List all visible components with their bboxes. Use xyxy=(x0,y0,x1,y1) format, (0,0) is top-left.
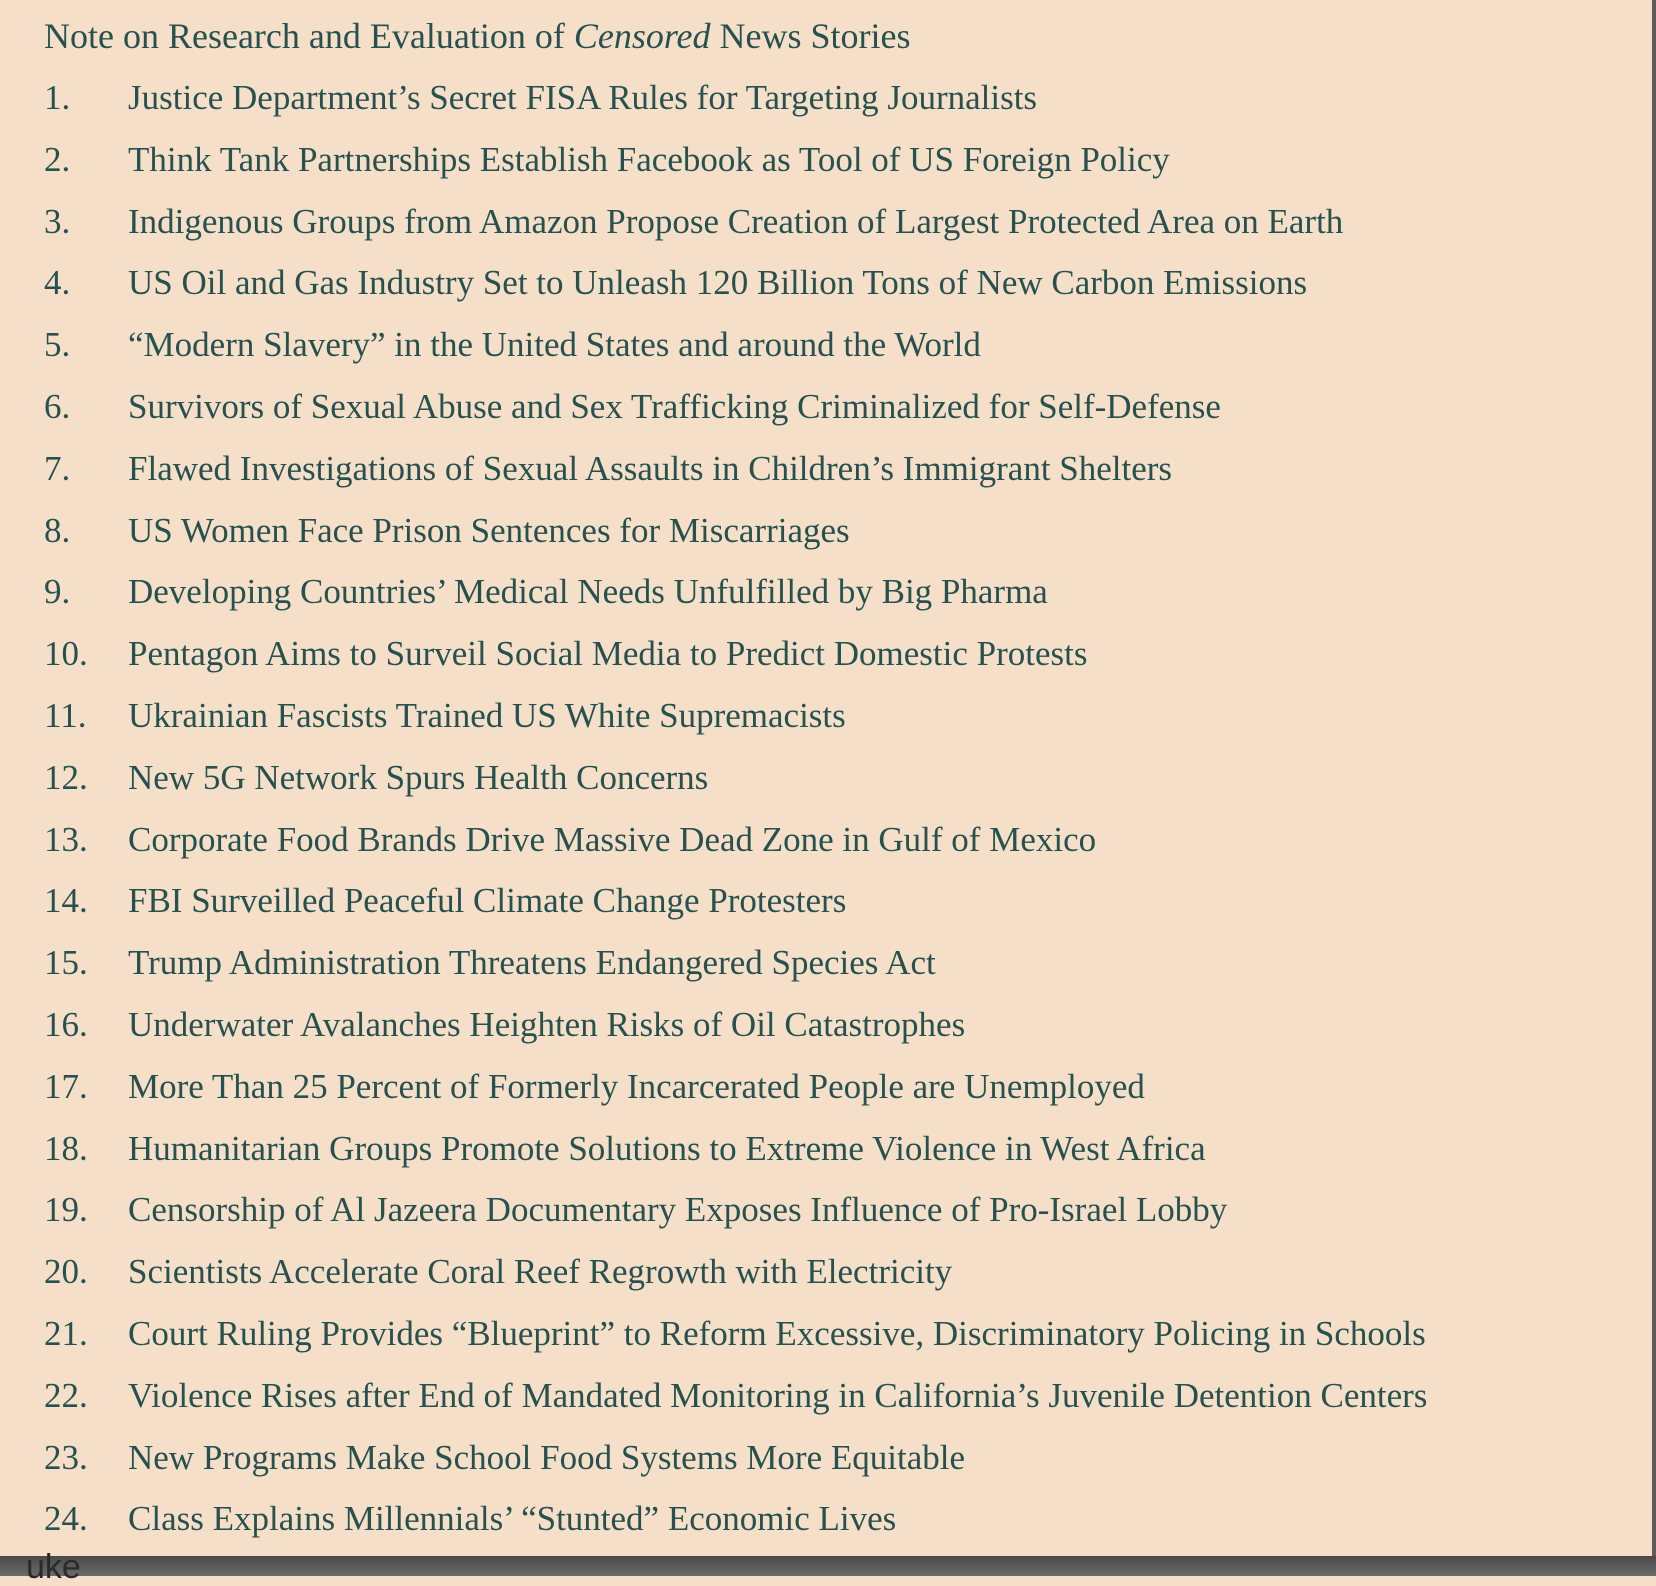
toc-entry[interactable] xyxy=(44,449,1652,511)
background-window-text: uke xyxy=(26,1548,81,1586)
page-title xyxy=(44,16,1652,56)
toc-entry[interactable] xyxy=(44,140,1652,202)
toc-entry-title[interactable]: Corporate Food Brands Drive Massive Dead Zone in Gulf of Mexico xyxy=(128,819,1097,859)
toc-entry[interactable] xyxy=(44,943,1652,1005)
toc-entry-number: 21. xyxy=(44,1313,88,1353)
toc-entry-title[interactable]: Ukrainian Fascists Trained US White Supremacists xyxy=(128,695,846,735)
title-suffix: News Stories xyxy=(710,16,911,56)
toc-entry[interactable] xyxy=(44,820,1652,882)
window-edge-shadow-bottom xyxy=(0,1556,1656,1576)
toc-entry[interactable] xyxy=(44,1067,1652,1129)
toc-entry-number: 19. xyxy=(44,1190,88,1230)
toc-entry-number: 20. xyxy=(44,1252,88,1292)
toc-entry-number: 12. xyxy=(44,757,88,797)
toc-entry-number: 5. xyxy=(44,325,71,365)
title-italic-word: Censored xyxy=(573,16,711,56)
toc-entry-number: 2. xyxy=(44,139,71,179)
toc-entry[interactable] xyxy=(44,881,1652,943)
toc-entry-title[interactable]: US Women Face Prison Sentences for Miscarriages xyxy=(128,510,850,550)
toc-entry[interactable] xyxy=(44,1314,1652,1376)
toc-entry-title[interactable]: Pentagon Aims to Surveil Social Media to Predict Domestic Protests xyxy=(128,634,1088,674)
toc-entry-number: 15. xyxy=(44,943,88,983)
toc-entry[interactable] xyxy=(44,1252,1652,1314)
toc-entry[interactable] xyxy=(44,387,1652,449)
toc-entry[interactable] xyxy=(44,1005,1652,1067)
toc-entry-number: 11. xyxy=(44,695,87,735)
toc-entry[interactable] xyxy=(44,1376,1652,1438)
toc-entry-title[interactable]: Violence Rises after End of Mandated Monitoring in California’s Juvenile Detention Centers xyxy=(128,1375,1428,1415)
toc-entry-title[interactable]: Developing Countries’ Medical Needs Unfulfilled by Big Pharma xyxy=(128,572,1048,612)
toc-entry-title[interactable]: Censorship of Al Jazeera Documentary Exposes Influence of Pro-Israel Lobby xyxy=(128,1190,1228,1230)
toc-entry-title[interactable]: Humanitarian Groups Promote Solutions to Extreme Violence in West Africa xyxy=(128,1128,1206,1168)
toc-entry-number: 3. xyxy=(44,201,71,241)
toc-entry-number: 16. xyxy=(44,1004,88,1044)
toc-entry[interactable] xyxy=(44,263,1652,325)
toc-entry-number: 4. xyxy=(44,263,71,303)
toc-entry-title[interactable]: Class Explains Millennials’ “Stunted” Economic Lives xyxy=(128,1499,897,1539)
toc-entry[interactable] xyxy=(44,78,1652,140)
toc-entry-number: 22. xyxy=(44,1375,88,1415)
toc-entry[interactable] xyxy=(44,1438,1652,1500)
toc-entry[interactable] xyxy=(44,1190,1652,1252)
toc-entry[interactable] xyxy=(44,758,1652,820)
toc-entry[interactable] xyxy=(44,572,1652,634)
toc-entry-number: 24. xyxy=(44,1499,88,1539)
toc-entry-title[interactable]: Court Ruling Provides “Blueprint” to Reform Excessive, Discriminatory Policing in Schools xyxy=(128,1313,1426,1353)
toc-entry[interactable] xyxy=(44,696,1652,758)
toc-entry[interactable] xyxy=(44,1129,1652,1191)
toc-entry-title[interactable]: Flawed Investigations of Sexual Assaults in Children’s Immigrant Shelters xyxy=(128,448,1173,488)
toc-entry-title[interactable]: Justice Department’s Secret FISA Rules for Targeting Journalists xyxy=(128,78,1038,117)
toc-entry[interactable] xyxy=(44,634,1652,696)
toc-entry-number: 6. xyxy=(44,386,71,426)
toc-entry-number: 13. xyxy=(44,819,88,859)
toc-entry[interactable] xyxy=(44,511,1652,573)
toc-entry-title[interactable]: US Oil and Gas Industry Set to Unleash 120 Billion Tons of New Carbon Emissions xyxy=(128,263,1308,303)
table-of-contents-list xyxy=(44,78,1652,1561)
toc-entry[interactable] xyxy=(44,1499,1652,1561)
toc-entry-title[interactable]: FBI Surveilled Peaceful Climate Change Protesters xyxy=(128,881,847,921)
toc-entry-number: 23. xyxy=(44,1437,88,1477)
toc-entry-title[interactable]: Indigenous Groups from Amazon Propose Creation of Largest Protected Area on Earth xyxy=(128,201,1344,241)
toc-entry-number: 18. xyxy=(44,1128,88,1168)
toc-entry-title[interactable]: More Than 25 Percent of Formerly Incarcerated People are Unemployed xyxy=(128,1066,1145,1106)
toc-entry-number: 10. xyxy=(44,634,88,674)
toc-entry-number: 8. xyxy=(44,510,71,550)
toc-entry-title[interactable]: Think Tank Partnerships Establish Facebook as Tool of US Foreign Policy xyxy=(128,139,1170,179)
toc-entry-number: 17. xyxy=(44,1066,88,1106)
toc-entry-title[interactable]: Scientists Accelerate Coral Reef Regrowth with Electricity xyxy=(128,1252,953,1292)
toc-entry-title[interactable]: Trump Administration Threatens Endangered Species Act xyxy=(128,943,936,983)
toc-entry-title[interactable]: Underwater Avalanches Heighten Risks of Oil Catastrophes xyxy=(128,1004,966,1044)
toc-entry-title[interactable]: Survivors of Sexual Abuse and Sex Trafficking Criminalized for Self-Defense xyxy=(128,386,1221,426)
toc-entry-title[interactable]: New 5G Network Spurs Health Concerns xyxy=(128,757,709,797)
toc-entry-title[interactable]: New Programs Make School Food Systems More Equitable xyxy=(128,1437,965,1477)
toc-entry-number: 1. xyxy=(44,78,71,117)
toc-entry-number: 14. xyxy=(44,881,88,921)
toc-entry[interactable] xyxy=(44,202,1652,264)
toc-entry[interactable] xyxy=(44,325,1652,387)
window-edge-shadow-right xyxy=(1652,0,1656,1576)
toc-entry-number: 7. xyxy=(44,448,71,488)
toc-entry-number: 9. xyxy=(44,572,71,612)
toc-entry-title[interactable]: “Modern Slavery” in the United States and around the World xyxy=(128,325,981,365)
title-prefix: Note on Research and Evaluation of xyxy=(44,16,574,56)
